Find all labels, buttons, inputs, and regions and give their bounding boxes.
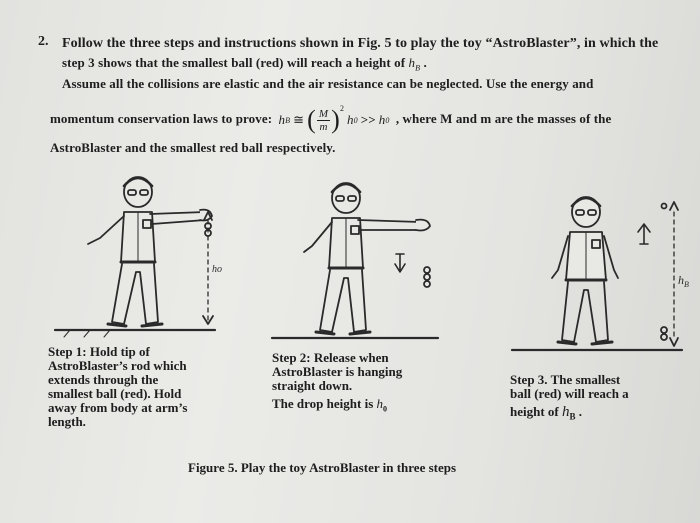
eq-h0-sub: 0 <box>353 115 358 125</box>
eq-h0-2: h <box>378 112 386 127</box>
step-3-height-text: height of <box>510 404 559 419</box>
eq-paren-right: ) <box>331 105 340 134</box>
step-2-drop-height <box>272 397 402 417</box>
step-3-caption <box>510 373 629 424</box>
step-2-caption <box>272 351 402 417</box>
eq-power: 2 <box>339 103 345 113</box>
h0-label: ho <box>212 264 222 275</box>
eq-numerator: M <box>318 107 329 120</box>
eq-denominator: m <box>319 120 328 133</box>
eq-paren-left: ( <box>307 105 316 134</box>
question-line-2: step 3 shows that the smallest ball (red) will reach a height of $h_B$ . <box>62 55 427 73</box>
person-step-3 <box>512 197 682 350</box>
hb-sub: B <box>415 63 421 73</box>
figure-caption: Figure 5. Play the toy AstroBlaster in three steps <box>188 460 457 475</box>
step-1-caption <box>48 345 187 429</box>
person-step-2 <box>272 183 438 338</box>
step-2-line-2: AstroBlaster is hanging <box>272 364 403 379</box>
eq-h0-2-sub: 0 <box>385 115 390 125</box>
eq-lhs-sub: B <box>285 115 291 125</box>
eq-gg: >> <box>360 112 376 127</box>
step-2-drop-text: The drop height is <box>272 396 374 411</box>
step-2-line-3: straight down. <box>272 378 353 393</box>
hb-label-sub: B <box>684 280 689 289</box>
question-line-4-end: , where M and m are the masses of the <box>395 110 612 126</box>
eq-lhs: h <box>278 112 286 127</box>
hb-var: h <box>408 55 416 70</box>
hb-label <box>678 273 689 289</box>
question-number: 2. <box>38 34 49 49</box>
step-1-line-4: smallest ball (red). Hold <box>48 386 182 401</box>
person-step-1 <box>55 177 215 337</box>
question-line-5: AstroBlaster and the smallest red ball respectively. <box>50 140 336 155</box>
question-line-4-text: momentum conservation laws to prove: <box>50 110 273 126</box>
step-1-line-1: Step 1: Hold tip of <box>48 344 150 359</box>
step-3-height-sub: B <box>569 411 576 422</box>
step-1-line-5: away from body at arm’s <box>48 400 188 415</box>
step-3-height: height of $h_B$ . <box>510 404 583 422</box>
step-1-line-3: extends through the <box>48 372 159 387</box>
hb-label-var: h <box>678 273 684 287</box>
question-line-3: Assume all the collisions are elastic and the air resistance can be neglected. Use the energy and <box>62 76 594 91</box>
question-line-1: Follow the three steps and instructions shown in Fig. 5 to play the toy “AstroBlaster”, in which the <box>62 36 659 51</box>
question-line-2-text: step 3 shows that the smallest ball (red) will reach a height of <box>62 55 406 70</box>
step-1-line-2: AstroBlaster’s rod which <box>48 358 187 373</box>
step-2-drop-var: h <box>376 396 384 411</box>
step-2-drop-sub: 0 <box>383 404 388 414</box>
eq-h0: h <box>347 112 354 127</box>
eq-symbol: ≅ <box>293 112 305 127</box>
step-3-height-var: h <box>562 404 570 420</box>
step-3-line-2: ball (red) will reach a <box>510 386 629 401</box>
step-2-line-1: Step 2: Release when <box>272 350 389 365</box>
step-1-line-6: length. <box>48 414 86 429</box>
step-3-line-1: Step 3. The smallest <box>510 372 621 387</box>
